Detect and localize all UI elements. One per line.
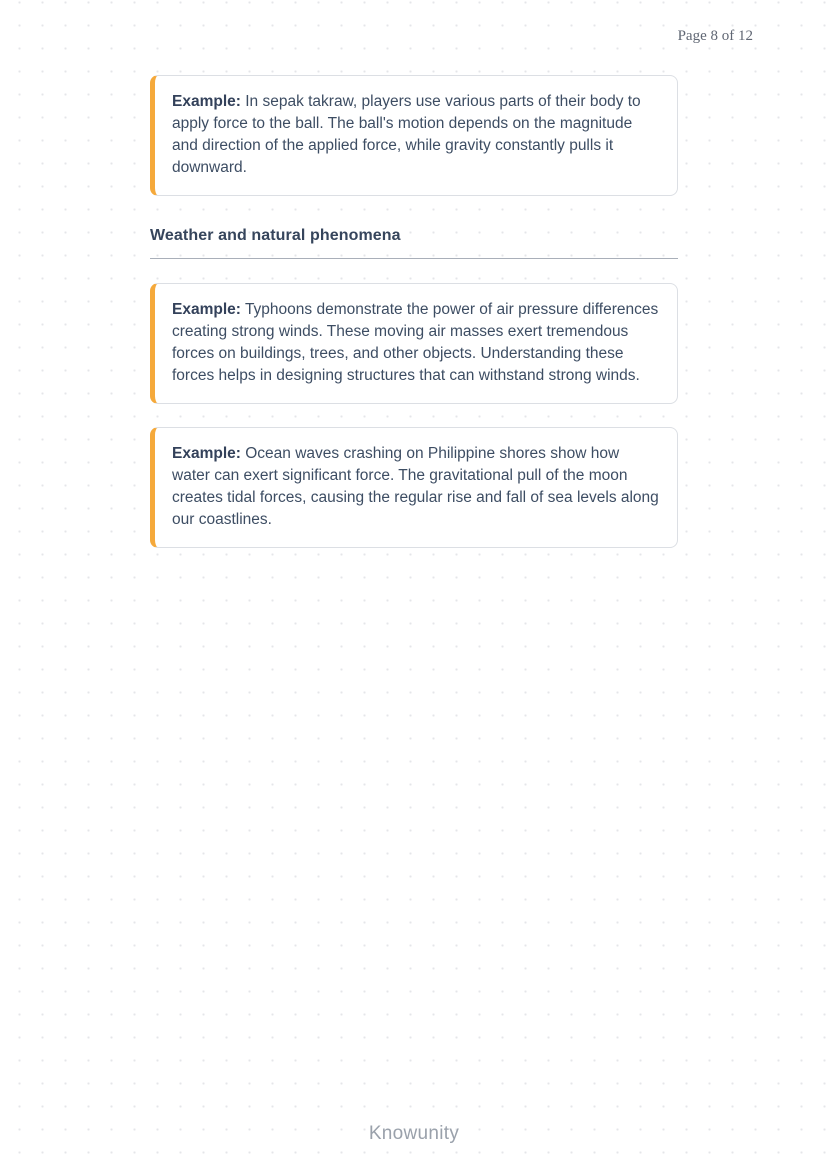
example-box-sepak-takraw [150,75,678,196]
page-content [150,75,678,548]
example-label: Example: [172,445,241,462]
example-label: Example: [172,93,241,110]
example-text: Ocean waves crashing on Philippine shores show how water can exert significant force. The gravitational pull of the moon creates tidal forces, causing the regular rise and fall of sea levels along our coastlines. [172,445,659,528]
heading-divider [150,258,678,259]
example-box-ocean-waves [150,427,678,548]
example-box-typhoons [150,283,678,404]
footer-brand-knowunity: Knowunity [368,1123,460,1144]
example-label: Example: [172,301,241,318]
section-heading-weather: Weather and natural phenomena [150,227,401,244]
example-text: In sepak takraw, players use various parts of their body to apply force to the ball. The ball's motion depends on the magnitude and direction of the applied force, while gravity constantly pulls it downward. [172,93,641,176]
page-number-indicator: Page 8 of 12 [677,28,753,44]
example-text: Typhoons demonstrate the power of air pressure differences creating strong winds. These moving air masses exert tremendous forces on buildings, trees, and other objects. Understanding these forces helps in designing structures that can withstand strong winds. [172,301,659,384]
